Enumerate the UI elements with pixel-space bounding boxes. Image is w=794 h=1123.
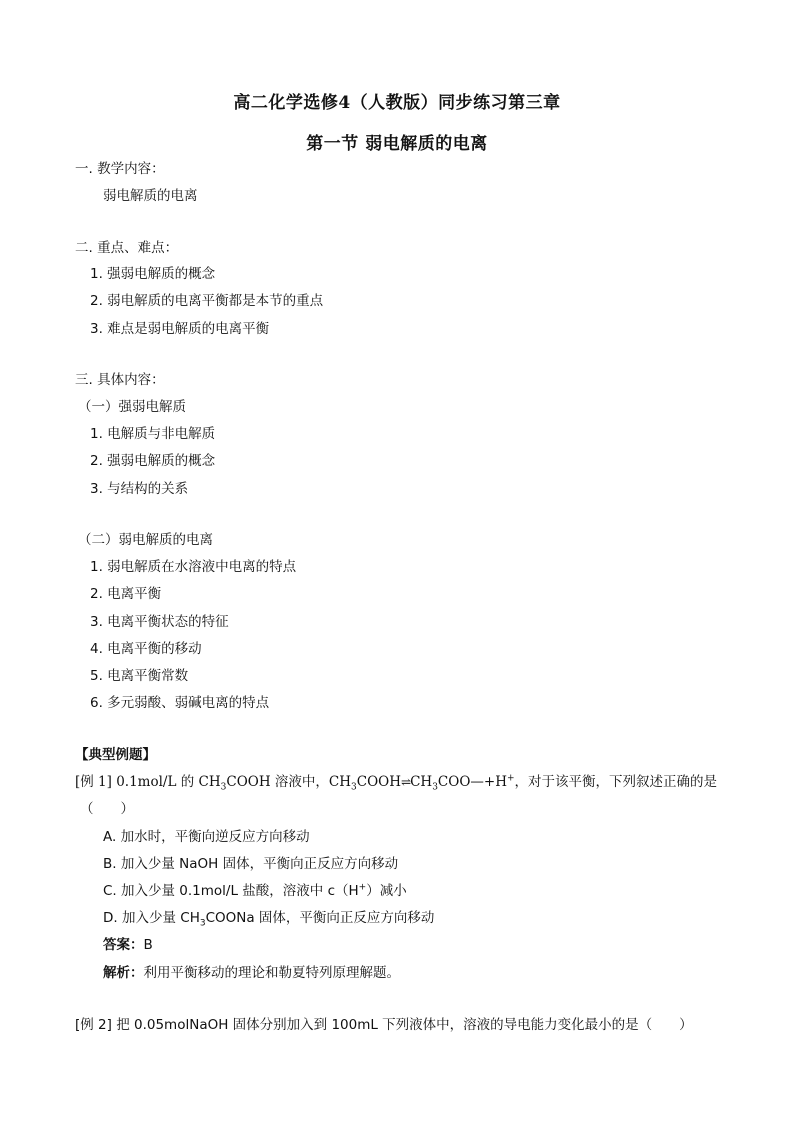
opt-c-pre: C. 加入少量 0.1mol/L 盐酸，溶液中 c（H — [103, 883, 359, 899]
example1-option-d — [103, 909, 434, 927]
example1-analysis — [103, 964, 400, 982]
section3-part2-item-6: 6. 多元弱酸、弱碱电离的特点 — [90, 695, 270, 711]
equilibrium-arrow-icon: ⇌ — [401, 775, 411, 789]
example1-answer — [103, 936, 153, 954]
opt-c-post: ）减小 — [366, 883, 407, 899]
section1-content: 弱电解质的电离 — [103, 188, 198, 204]
example2-stem: [例 2] 把 0.05molNaOH 固体分别加入到 100mL 下列液体中，溶液的导电能力变化最小的是（ ） — [75, 1017, 693, 1033]
opt-d-pre: D. 加入少量 CH — [103, 910, 200, 926]
section3-part2-item-1: 1. 弱电解质在水溶液中电离的特点 — [90, 559, 297, 575]
analysis-text: 利用平衡移动的理论和勒夏特列原理解题。 — [143, 965, 400, 981]
section3-part2-item-4: 4. 电离平衡的移动 — [90, 641, 202, 657]
section2-item-2: 2. 弱电解质的电离平衡都是本节的重点 — [90, 293, 324, 309]
section3-heading: 三. 具体内容： — [75, 372, 165, 388]
example1-option-b: B. 加入少量 NaOH 固体，平衡向正反应方向移动 — [103, 856, 399, 872]
section3-part2-item-3: 3. 电离平衡状态的特征 — [90, 614, 229, 630]
ex1-ch3-a: CH — [198, 774, 221, 790]
section2-item-3: 3. 难点是弱电解质的电离平衡 — [90, 321, 270, 337]
ex1-cooh-a: COOH — [226, 774, 271, 790]
example1-stem — [75, 773, 717, 791]
opt-c-sup: + — [358, 882, 367, 893]
ex1-sub3-a: 3 — [220, 782, 227, 793]
ex1-tail: ，对于该平衡，下列叙述正确的是 — [514, 774, 718, 790]
example1-paren: （ ） — [80, 801, 134, 817]
ex1-plus-h: +H — [483, 774, 507, 790]
section3-part1-item-2: 2. 强弱电解质的概念 — [90, 453, 216, 469]
section2-heading: 二. 重点、难点： — [75, 240, 179, 256]
document-title: 高二化学选修4（人教版）同步练习第三章 — [233, 93, 561, 113]
section1-heading: 一. 教学内容： — [75, 161, 165, 177]
ex1-prefix: [例 1] 0.1mol/L 的 — [75, 774, 199, 790]
analysis-label: 解析： — [103, 965, 144, 981]
ex1-coo: COO — [437, 774, 471, 790]
section3-part2-item-5: 5. 电离平衡常数 — [90, 668, 189, 684]
ex1-sup-plus: + — [506, 773, 515, 784]
section2-item-1: 1. 强弱电解质的概念 — [90, 266, 216, 282]
section3-part1-item-3: 3. 与结构的关系 — [90, 481, 189, 497]
examples-heading: 【典型例题】 — [75, 747, 156, 763]
ex1-mid: 溶液中， — [270, 774, 329, 790]
document-subtitle: 第一节 弱电解质的电离 — [306, 134, 488, 154]
example1-option-c — [103, 882, 407, 900]
ex1-sub3-c: 3 — [432, 782, 438, 793]
section3-part2-item-2: 2. 电离平衡 — [90, 586, 162, 602]
section3-part2-heading: （二）弱电解质的电离 — [78, 532, 213, 548]
ex1-ch3-c: CH — [410, 774, 433, 790]
opt-d-sub: 3 — [199, 918, 206, 929]
ex1-sub3-b: 3 — [351, 782, 357, 793]
ex1-cooh-b: COOH — [356, 774, 402, 790]
opt-d-mid: COONa 固体，平衡向正反应方向移动 — [205, 910, 435, 926]
answer-label: 答案： — [103, 937, 144, 953]
answer-value: B — [143, 937, 153, 953]
ex1-ch3-b: CH — [328, 774, 352, 790]
ex1-minus: — — [470, 774, 484, 790]
section3-part1-item-1: 1. 电解质与非电解质 — [90, 426, 216, 442]
section3-part1-heading: （一）强弱电解质 — [78, 399, 186, 415]
example1-option-a: A. 加水时，平衡向逆反应方向移动 — [103, 829, 310, 845]
